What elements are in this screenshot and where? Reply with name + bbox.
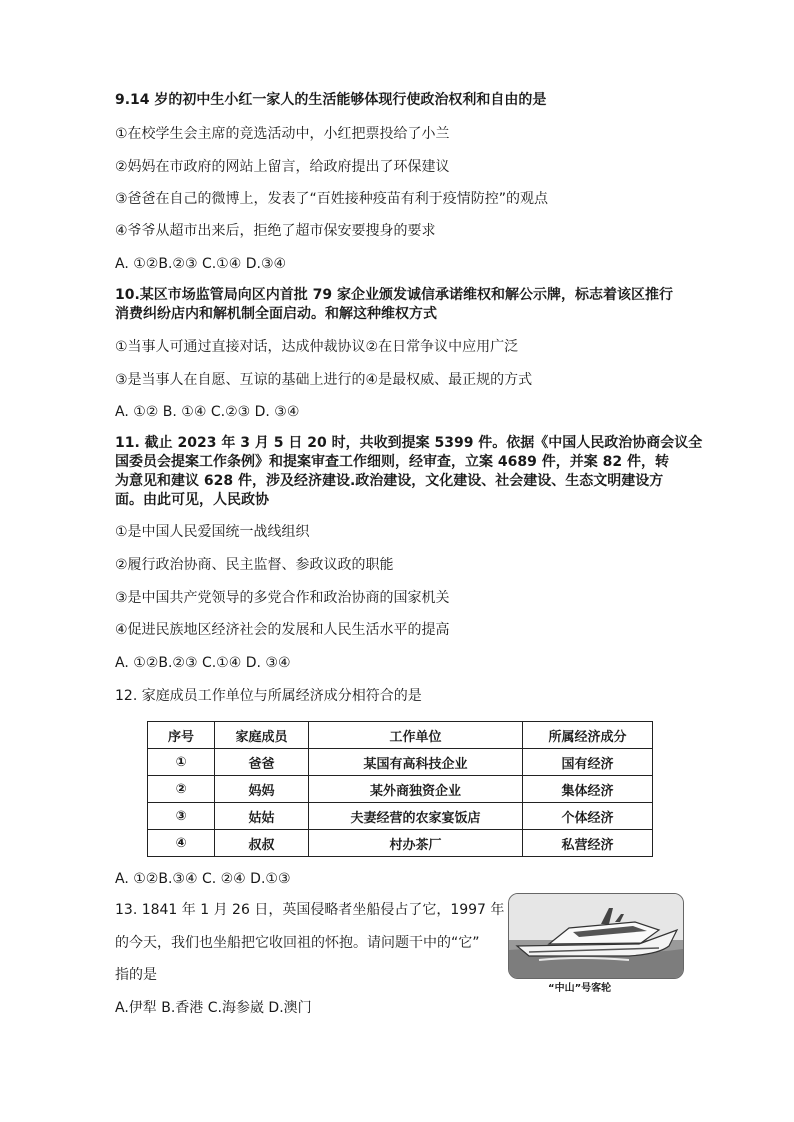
table-cell: 国有经济 — [523, 749, 653, 776]
q9-option-1: ①在校学生会主席的竞选活动中，小红把票投给了小兰 — [115, 126, 450, 142]
q10-stem-line1: 10.某区市场监管局向区内首批 79 家企业颁发诚信承诺维权和解公示牌，标志着该区推行 — [115, 287, 674, 303]
q9-stem: 9.14 岁的初中生小红一家人的生活能够体现行使政治权利和自由的是 — [115, 92, 547, 108]
q9-choices: A. ①②B.②③ C.①④ D.③④ — [115, 256, 287, 272]
table-cell: 爸爸 — [215, 749, 309, 776]
q11-option-4: ④促进民族地区经济社会的发展和人民生活水平的提高 — [115, 622, 450, 638]
table-header-cell: 家庭成员 — [215, 722, 309, 749]
ferry-caption: “中山”号客轮 — [548, 983, 612, 994]
q12-stem: 12. 家庭成员工作单位与所属经济成分相符合的是 — [115, 688, 422, 704]
q11-stem-line2: 国委员会提案工作条例》和提案审查工作细则，经审查，立案 4689 件，并案 82 件，转 — [115, 454, 669, 470]
table-cell: 私营经济 — [523, 830, 653, 857]
table-cell: ① — [148, 749, 215, 776]
q11-stem-line4: 面。由此可见，人民政协 — [115, 492, 269, 508]
table-row — [148, 830, 653, 857]
q11-stem-line1: 11. 截止 2023 年 3 月 5 日 20 时，共收到提案 5399 件。依据《中国人民政治协商会议全 — [115, 435, 703, 451]
q13-choices: A.伊犁 B.香港 C.海参崴 D.澳门 — [115, 1000, 312, 1016]
table-row — [148, 803, 653, 830]
table-row — [148, 776, 653, 803]
table-cell: ② — [148, 776, 215, 803]
q11-choices: A. ①②B.②③ C.①④ D. ③④ — [115, 655, 291, 671]
q12-choices: A. ①②B.③④ C. ②④ D.①③ — [115, 871, 291, 887]
q9-option-3: ③爸爸在自己的微博上，发表了“百姓接种疫苗有利于疫情防控”的观点 — [115, 191, 549, 207]
table-cell: 某外商独资企业 — [309, 776, 523, 803]
table-header-cell: 序号 — [148, 722, 215, 749]
q11-option-3: ③是中国共产党领导的多党合作和政治协商的国家机关 — [115, 590, 450, 606]
ferry-photo — [508, 893, 684, 979]
ferry-illustration — [509, 894, 683, 978]
q9-option-4: ④爷爷从超市出来后，拒绝了超市保安要搜身的要求 — [115, 223, 436, 239]
table-cell: ④ — [148, 830, 215, 857]
q13-stem-line1: 13. 1841 年 1 月 26 日，英国侵略者坐船侵占了它，1997 年 — [115, 902, 505, 918]
table-cell: 个体经济 — [523, 803, 653, 830]
q10-stem-line2: 消费纠纷店内和解机制全面启动。和解这种维权方式 — [115, 306, 437, 322]
table-header-row — [148, 722, 653, 749]
q10-choices: A. ①② B. ①④ C.②③ D. ③④ — [115, 404, 300, 420]
q13-stem-line2: 的今天，我们也坐船把它收回祖的怀抱。请问题干中的“它” — [115, 935, 480, 951]
q9-option-2: ②妈妈在市政府的网站上留言，给政府提出了环保建议 — [115, 159, 450, 175]
table-header-cell: 工作单位 — [309, 722, 523, 749]
table-cell: 某国有高科技企业 — [309, 749, 523, 776]
q11-option-1: ①是中国人民爱国统一战线组织 — [115, 524, 310, 540]
q13-stem-line3: 指的是 — [115, 967, 157, 983]
q11-stem-line3: 为意见和建议 628 件，涉及经济建设.政治建设，文化建设、社会建设、生态文明建设方 — [115, 473, 664, 489]
table-cell: 集体经济 — [523, 776, 653, 803]
q10-options-3-4: ③是当事人在自愿、互谅的基础上进行的④是最权威、最正规的方式 — [115, 372, 533, 388]
table-cell: ③ — [148, 803, 215, 830]
table-cell: 叔叔 — [215, 830, 309, 857]
q11-option-2: ②履行政治协商、民主监督、参政议政的职能 — [115, 557, 394, 573]
table-cell: 姑姑 — [215, 803, 309, 830]
table-row — [148, 749, 653, 776]
economy-table — [147, 721, 653, 857]
table-cell: 夫妻经营的农家宴饭店 — [309, 803, 523, 830]
table-cell: 村办茶厂 — [309, 830, 523, 857]
table-header-cell: 所属经济成分 — [523, 722, 653, 749]
q10-options-1-2: ①当事人可通过直接对话，达成仲裁协议②在日常争议中应用广泛 — [115, 339, 519, 355]
table-cell: 妈妈 — [215, 776, 309, 803]
